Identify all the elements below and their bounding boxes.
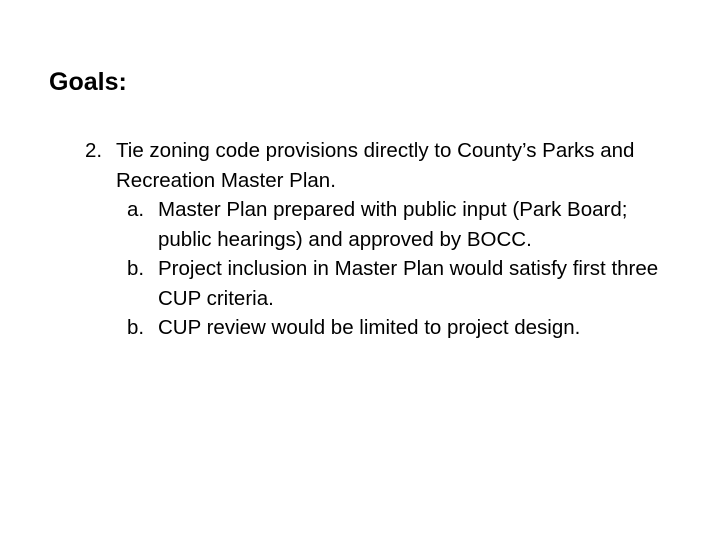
sub-item-b-second [85,313,685,343]
sub-item-text: CUP review would be limited to project design. [158,316,581,339]
sub-item-b [85,254,685,313]
sub-item-letter: b. [127,257,145,280]
sub-item-text: Project inclusion in Master Plan would satisfy first three CUP criteria. [158,257,659,310]
item-number: 2. [85,139,103,162]
sub-item-a [85,195,685,254]
goals-list [85,136,685,343]
sub-item-letter: b. [127,316,145,339]
item-text: Tie zoning code provisions directly to County’s Parks and Recreation Master Plan. [116,139,635,192]
sub-item-letter: a. [127,198,145,221]
slide-title: Goals: [49,68,127,96]
sub-item-text: Master Plan prepared with public input (Park Board; public hearings) and approved by BOCC. [158,198,628,251]
list-item [85,136,685,195]
